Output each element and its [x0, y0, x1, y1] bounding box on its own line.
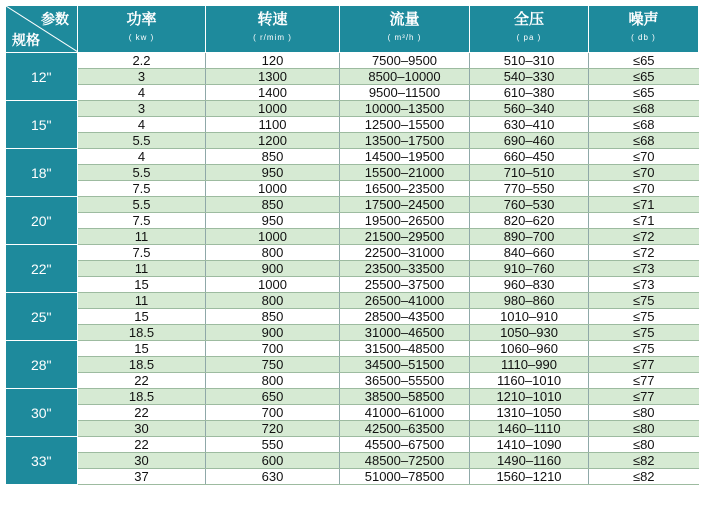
table-cell: ≤71 — [589, 213, 699, 229]
table-cell: 11 — [78, 261, 206, 277]
table-cell: 42500–63500 — [340, 421, 470, 437]
corner-top-label: 参数 — [41, 11, 69, 27]
table-row — [6, 277, 699, 293]
table-cell: 10000–13500 — [340, 101, 470, 117]
table-row — [6, 213, 699, 229]
table-cell: 850 — [206, 309, 340, 325]
table-cell: 22 — [78, 405, 206, 421]
table-cell: ≤72 — [589, 229, 699, 245]
col-header-noise — [589, 6, 699, 53]
col-header-label: 全压 — [513, 11, 544, 28]
table-row — [6, 229, 699, 245]
table-cell: 1410–1090 — [470, 437, 589, 453]
col-header-label: 流量 — [389, 11, 420, 28]
table-cell: 15500–21000 — [340, 165, 470, 181]
table-cell: 30 — [78, 453, 206, 469]
col-header-speed — [206, 6, 340, 53]
fan-spec-table — [5, 5, 699, 485]
table-cell: 900 — [206, 261, 340, 277]
table-cell: 800 — [206, 245, 340, 261]
table-cell: ≤82 — [589, 453, 699, 469]
table-cell: 1100 — [206, 117, 340, 133]
table-cell: 2.2 — [78, 53, 206, 69]
table-cell: 1400 — [206, 85, 340, 101]
table-cell: 16500–23500 — [340, 181, 470, 197]
table-cell: ≤75 — [589, 341, 699, 357]
spec-table-container — [5, 5, 698, 485]
table-cell: 5.5 — [78, 165, 206, 181]
table-cell: ≤75 — [589, 325, 699, 341]
table-row — [6, 133, 699, 149]
table-cell: ≤73 — [589, 277, 699, 293]
spec-cell: 22" — [6, 245, 78, 293]
table-cell: 8500–10000 — [340, 69, 470, 85]
table-cell: 45500–67500 — [340, 437, 470, 453]
table-row — [6, 165, 699, 181]
table-cell: ≤70 — [589, 165, 699, 181]
table-cell: 15 — [78, 309, 206, 325]
table-cell: ≤82 — [589, 469, 699, 485]
table-row — [6, 117, 699, 133]
table-cell: 7500–9500 — [340, 53, 470, 69]
table-cell: 1110–990 — [470, 357, 589, 373]
table-cell: 5.5 — [78, 197, 206, 213]
table-cell: 23500–33500 — [340, 261, 470, 277]
table-cell: 550 — [206, 437, 340, 453]
col-header-unit: ( kw ) — [128, 33, 155, 42]
table-cell: 28500–43500 — [340, 309, 470, 325]
table-cell: 7.5 — [78, 181, 206, 197]
table-cell: 18.5 — [78, 389, 206, 405]
col-header-label: 噪声 — [628, 11, 659, 28]
col-header-unit: ( db ) — [631, 33, 656, 42]
table-cell: 4 — [78, 85, 206, 101]
corner-header — [6, 6, 78, 53]
table-cell: 21500–29500 — [340, 229, 470, 245]
table-cell: ≤80 — [589, 421, 699, 437]
spec-cell: 15" — [6, 101, 78, 149]
col-header-label: 转速 — [257, 11, 288, 28]
table-cell: 950 — [206, 213, 340, 229]
table-row — [6, 357, 699, 373]
col-header-unit: ( r/mim ) — [253, 33, 292, 42]
table-row — [6, 261, 699, 277]
table-cell: 1050–930 — [470, 325, 589, 341]
table-cell: 17500–24500 — [340, 197, 470, 213]
table-cell: 18.5 — [78, 325, 206, 341]
table-row — [6, 389, 699, 405]
table-cell: 850 — [206, 197, 340, 213]
table-cell: 960–830 — [470, 277, 589, 293]
table-cell: 610–380 — [470, 85, 589, 101]
table-row — [6, 245, 699, 261]
table-cell: 1300 — [206, 69, 340, 85]
spec-cell: 20" — [6, 197, 78, 245]
table-row — [6, 469, 699, 485]
table-cell: 11 — [78, 293, 206, 309]
table-cell: 1060–960 — [470, 341, 589, 357]
table-row — [6, 309, 699, 325]
table-cell: ≤77 — [589, 357, 699, 373]
table-row — [6, 85, 699, 101]
table-cell: 720 — [206, 421, 340, 437]
table-row — [6, 69, 699, 85]
table-cell: 19500–26500 — [340, 213, 470, 229]
table-cell: 36500–55500 — [340, 373, 470, 389]
table-cell: ≤75 — [589, 309, 699, 325]
table-cell: ≤80 — [589, 437, 699, 453]
table-cell: 7.5 — [78, 213, 206, 229]
table-cell: ≤75 — [589, 293, 699, 309]
table-cell: 1460–1110 — [470, 421, 589, 437]
table-cell: 41000–61000 — [340, 405, 470, 421]
table-cell: 800 — [206, 373, 340, 389]
table-cell: 850 — [206, 149, 340, 165]
table-row — [6, 437, 699, 453]
table-cell: 840–660 — [470, 245, 589, 261]
spec-cell: 25" — [6, 293, 78, 341]
table-row — [6, 341, 699, 357]
table-cell: 22 — [78, 373, 206, 389]
table-cell: 1000 — [206, 101, 340, 117]
table-cell: ≤68 — [589, 117, 699, 133]
table-body — [6, 53, 699, 485]
table-cell: 5.5 — [78, 133, 206, 149]
table-cell: 630 — [206, 469, 340, 485]
table-cell: 15 — [78, 341, 206, 357]
table-cell: 900 — [206, 325, 340, 341]
table-cell: 690–460 — [470, 133, 589, 149]
col-header-pressure — [470, 6, 589, 53]
table-cell: ≤71 — [589, 197, 699, 213]
table-cell: 3 — [78, 69, 206, 85]
table-cell: 37 — [78, 469, 206, 485]
table-cell: 980–860 — [470, 293, 589, 309]
table-cell: 34500–51500 — [340, 357, 470, 373]
table-cell: 1560–1210 — [470, 469, 589, 485]
spec-cell: 12" — [6, 53, 78, 101]
spec-cell: 18" — [6, 149, 78, 197]
table-cell: 31500–48500 — [340, 341, 470, 357]
table-row — [6, 453, 699, 469]
table-row — [6, 101, 699, 117]
table-cell: ≤70 — [589, 181, 699, 197]
table-cell: 910–760 — [470, 261, 589, 277]
table-row — [6, 405, 699, 421]
table-cell: 4 — [78, 117, 206, 133]
table-cell: 15 — [78, 277, 206, 293]
table-cell: 750 — [206, 357, 340, 373]
col-header-unit: ( pa ) — [516, 33, 542, 42]
table-cell: ≤65 — [589, 85, 699, 101]
table-cell: 25500–37500 — [340, 277, 470, 293]
header-row — [6, 6, 699, 53]
col-header-unit: ( m³/h ) — [387, 33, 422, 42]
table-cell: 540–330 — [470, 69, 589, 85]
table-cell: 650 — [206, 389, 340, 405]
table-cell: 700 — [206, 405, 340, 421]
spec-cell: 28" — [6, 341, 78, 389]
table-cell: 22500–31000 — [340, 245, 470, 261]
table-cell: 31000–46500 — [340, 325, 470, 341]
table-cell: 120 — [206, 53, 340, 69]
table-cell: ≤65 — [589, 53, 699, 69]
table-cell: 38500–58500 — [340, 389, 470, 405]
table-cell: 12500–15500 — [340, 117, 470, 133]
col-header-flow — [340, 6, 470, 53]
table-cell: 800 — [206, 293, 340, 309]
table-cell: 770–550 — [470, 181, 589, 197]
table-cell: ≤73 — [589, 261, 699, 277]
table-cell: 9500–11500 — [340, 85, 470, 101]
table-cell: 1310–1050 — [470, 405, 589, 421]
spec-cell: 33" — [6, 437, 78, 485]
table-cell: 560–340 — [470, 101, 589, 117]
table-cell: 7.5 — [78, 245, 206, 261]
table-cell: 630–410 — [470, 117, 589, 133]
table-cell: 51000–78500 — [340, 469, 470, 485]
col-header-label: 功率 — [126, 11, 157, 28]
table-row — [6, 53, 699, 69]
table-cell: ≤68 — [589, 101, 699, 117]
table-cell: 1010–910 — [470, 309, 589, 325]
table-cell: 3 — [78, 101, 206, 117]
table-cell: 1000 — [206, 181, 340, 197]
table-cell: 22 — [78, 437, 206, 453]
table-cell: 600 — [206, 453, 340, 469]
table-cell: 26500–41000 — [340, 293, 470, 309]
table-cell: 30 — [78, 421, 206, 437]
table-cell: 1000 — [206, 277, 340, 293]
table-cell: ≤80 — [589, 405, 699, 421]
table-row — [6, 421, 699, 437]
table-cell: ≤77 — [589, 373, 699, 389]
table-row — [6, 149, 699, 165]
table-cell: 1000 — [206, 229, 340, 245]
table-cell: 890–700 — [470, 229, 589, 245]
table-cell: 4 — [78, 149, 206, 165]
table-cell: 18.5 — [78, 357, 206, 373]
table-cell: 950 — [206, 165, 340, 181]
table-row — [6, 293, 699, 309]
table-cell: 1160–1010 — [470, 373, 589, 389]
table-cell: 14500–19500 — [340, 149, 470, 165]
table-row — [6, 197, 699, 213]
table-row — [6, 181, 699, 197]
table-cell: 11 — [78, 229, 206, 245]
table-cell: 510–310 — [470, 53, 589, 69]
table-cell: 710–510 — [470, 165, 589, 181]
col-header-power — [78, 6, 206, 53]
table-cell: 13500–17500 — [340, 133, 470, 149]
table-cell: 760–530 — [470, 197, 589, 213]
table-row — [6, 373, 699, 389]
table-cell: ≤68 — [589, 133, 699, 149]
table-cell: 1210–1010 — [470, 389, 589, 405]
corner-bottom-label: 规格 — [12, 32, 40, 48]
table-cell: ≤65 — [589, 69, 699, 85]
table-cell: 660–450 — [470, 149, 589, 165]
table-cell: 1490–1160 — [470, 453, 589, 469]
table-cell: ≤72 — [589, 245, 699, 261]
table-cell: ≤77 — [589, 389, 699, 405]
table-cell: 48500–72500 — [340, 453, 470, 469]
table-cell: 1200 — [206, 133, 340, 149]
table-cell: 700 — [206, 341, 340, 357]
table-cell: 820–620 — [470, 213, 589, 229]
spec-cell: 30" — [6, 389, 78, 437]
table-cell: ≤70 — [589, 149, 699, 165]
table-row — [6, 325, 699, 341]
